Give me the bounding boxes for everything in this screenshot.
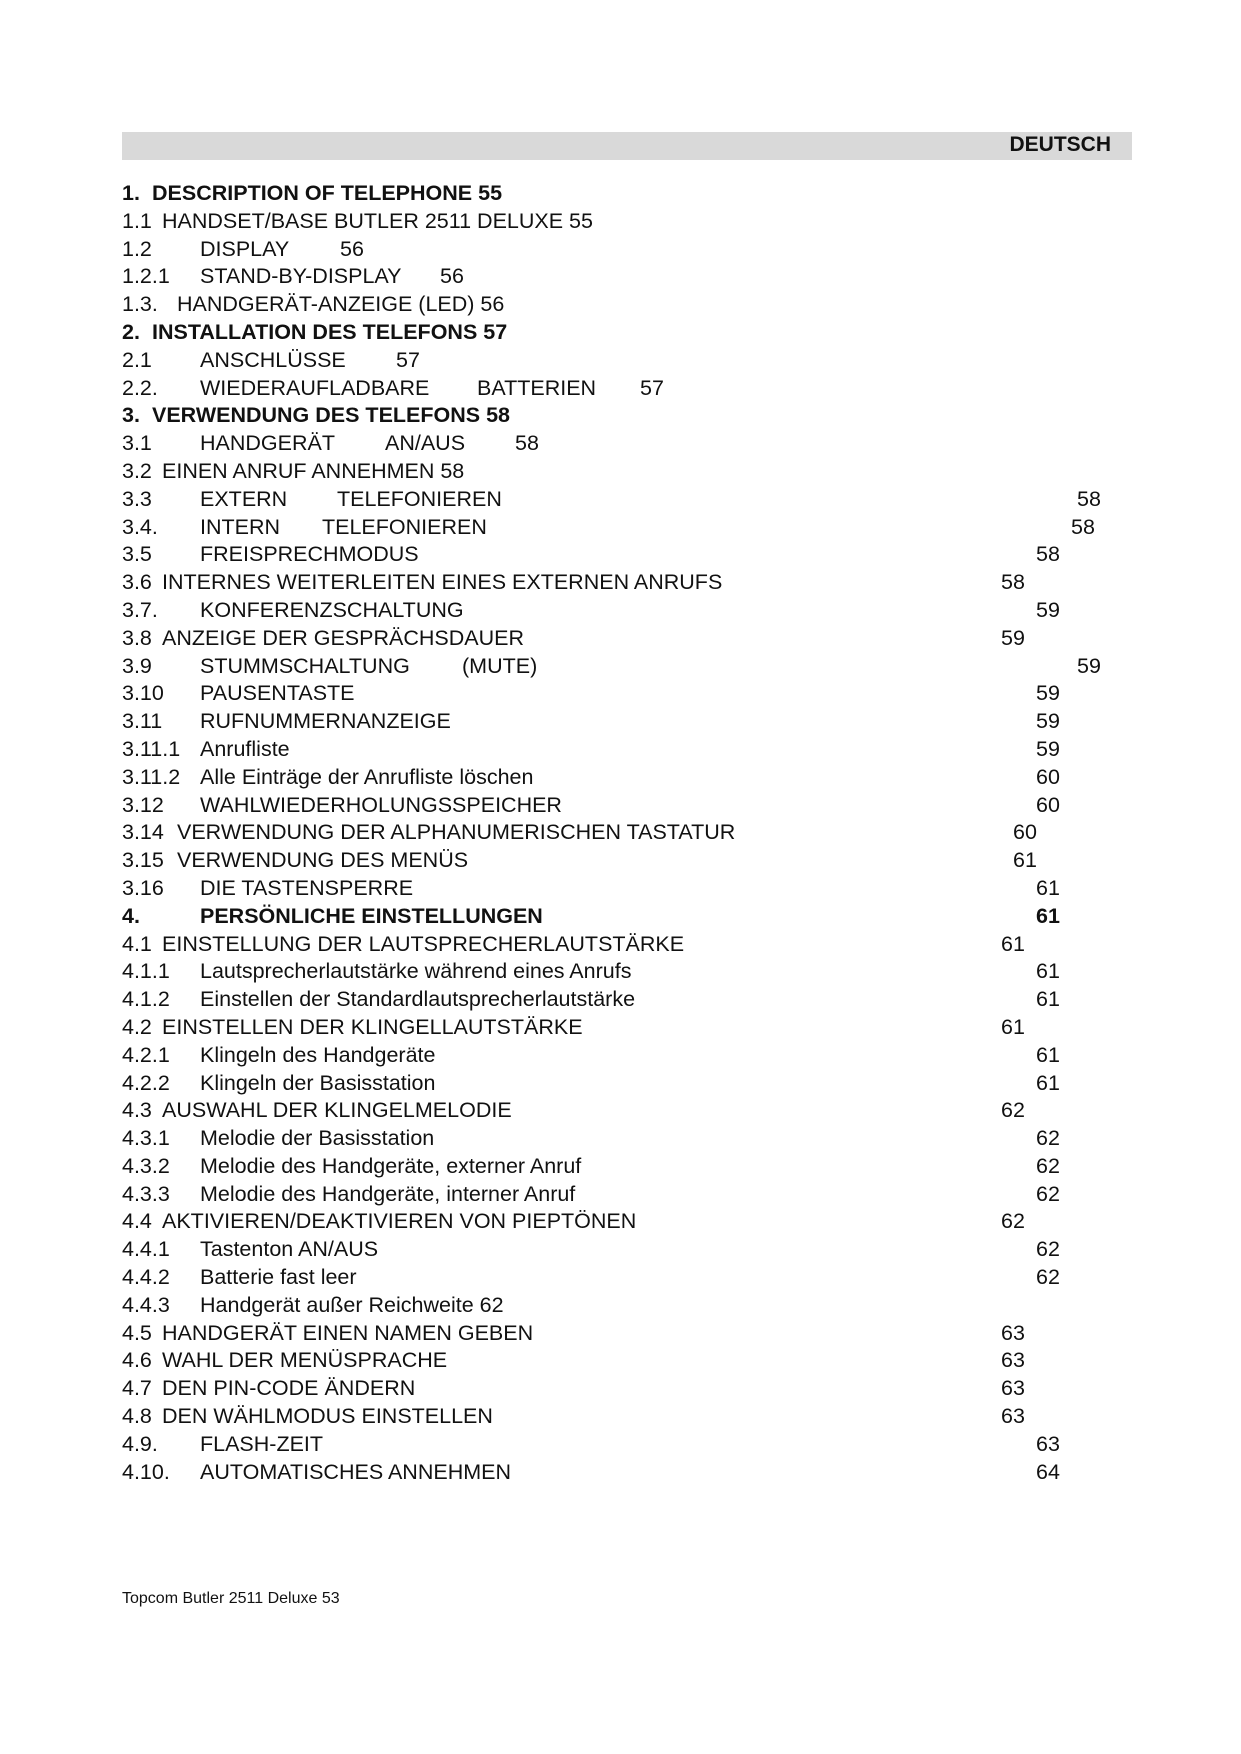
- toc-entry-number: 3.6: [122, 570, 152, 595]
- toc-entry-page: 62: [1036, 1237, 1060, 1262]
- toc-entry-title: Tastenton AN/AUS: [200, 1237, 379, 1262]
- toc-entry-number: 3.10: [122, 681, 164, 706]
- toc-entry: [122, 625, 1142, 653]
- toc-entry-title: Melodie des Handgeräte, externer Anruf: [200, 1153, 582, 1178]
- toc-entry-number: 3.11.2: [122, 764, 181, 789]
- toc-entry-number: 4.1.1: [122, 959, 170, 984]
- toc-entry-title: INTERN: [200, 514, 281, 539]
- toc-entry-page: 61: [1036, 875, 1060, 900]
- toc-entry-number: 2.1: [122, 347, 152, 372]
- toc-entry-title: INTERNES WEITERLEITEN EINES EXTERNEN ANRUFS: [162, 570, 723, 595]
- toc-entry-number: 4.8: [122, 1404, 152, 1429]
- toc-entry-title: Melodie der Basisstation: [200, 1126, 435, 1151]
- toc-entry-title: EXTERN: [200, 486, 288, 511]
- toc-entry-number: 4.2.2: [122, 1070, 170, 1095]
- toc-entry-title-part: TELEFONIEREN: [337, 486, 502, 511]
- toc-entry-page: 57: [640, 375, 664, 400]
- toc-entry-page: 58: [1077, 486, 1101, 511]
- toc-entry-number: 4.5: [122, 1320, 152, 1345]
- toc-entry-page: 62: [1036, 1153, 1060, 1178]
- toc-entry: [122, 1014, 1142, 1042]
- toc-entry-page: 57: [396, 347, 420, 372]
- toc-entry-title: DIE TASTENSPERRE: [200, 875, 414, 900]
- toc-entry-title: Einstellen der Standardlautsprecherlautstärke: [200, 987, 636, 1012]
- toc-entry-title: Klingeln des Handgeräte: [200, 1042, 436, 1067]
- toc-entry-number: 3.9: [122, 653, 152, 678]
- language-label: DEUTSCH: [1009, 133, 1111, 156]
- toc-entry-page: 63: [1036, 1431, 1060, 1456]
- toc-entry-number: 4.1: [122, 931, 152, 956]
- toc-entry: [122, 1070, 1142, 1098]
- toc-entry: [122, 1403, 1142, 1431]
- toc-entry-number: 4.7: [122, 1376, 152, 1401]
- toc-entry-number: 4.4: [122, 1209, 152, 1234]
- toc-entry-title: EINSTELLUNG DER LAUTSPRECHERLAUTSTÄRKE: [162, 931, 685, 956]
- toc-entry: [122, 1153, 1142, 1181]
- toc-entry: [122, 1292, 1142, 1320]
- toc-entry-title: HANDGERÄT EINEN NAMEN GEBEN: [162, 1320, 534, 1345]
- toc-entry-title: STAND-BY-DISPLAY: [200, 264, 402, 289]
- toc-entry-title: DISPLAY: [200, 236, 290, 261]
- toc-entry-page: 60: [1036, 792, 1060, 817]
- toc-entry-number: 4.2: [122, 1014, 152, 1039]
- toc-entry-number: 4.4.1: [122, 1237, 170, 1262]
- toc-entry-page: 63: [1001, 1320, 1025, 1345]
- toc-entry-page: 62: [1036, 1265, 1060, 1290]
- toc-entry-title: VERWENDUNG DES TELEFONS 58: [152, 403, 510, 428]
- toc-entry-number: 3.12: [122, 792, 164, 817]
- language-header-bar: [122, 132, 1132, 160]
- toc-entry-number: 3.11: [122, 709, 163, 734]
- toc-entry-title: VERWENDUNG DES MENÜS: [177, 848, 469, 873]
- toc-entry-title: PAUSENTASTE: [200, 681, 355, 706]
- toc-entry-page: 63: [1001, 1376, 1025, 1401]
- table-of-contents: [122, 180, 1142, 1486]
- toc-entry-number: 2.2.: [122, 375, 158, 400]
- toc-entry-title: WAHL DER MENÜSPRACHE: [162, 1348, 448, 1373]
- toc-entry: [122, 1459, 1142, 1487]
- toc-entry-number: 1.2.1: [122, 264, 170, 289]
- toc-entry: [122, 1236, 1142, 1264]
- toc-entry-title: DESCRIPTION OF TELEPHONE 55: [152, 181, 503, 205]
- toc-entry-number: 3.4.: [122, 514, 158, 539]
- toc-entry-number: 4.4.2: [122, 1265, 170, 1290]
- toc-entry: [122, 1125, 1142, 1153]
- toc-entry-number: 4.3.2: [122, 1153, 170, 1178]
- toc-entry-number: 4.4.3: [122, 1292, 170, 1317]
- toc-entry: [122, 569, 1142, 597]
- toc-entry-title-part: (MUTE): [462, 653, 538, 678]
- toc-entry-title: FLASH-ZEIT: [200, 1431, 324, 1456]
- toc-entry: [122, 597, 1142, 625]
- toc-entry-title: HANDGERÄT-ANZEIGE (LED) 56: [177, 292, 505, 317]
- toc-entry: [122, 1042, 1142, 1070]
- toc-entry: [122, 736, 1142, 764]
- toc-entry-number: 3.: [122, 403, 140, 428]
- toc-entry-page: 58: [515, 431, 539, 456]
- toc-entry-title: INSTALLATION DES TELEFONS 57: [152, 319, 508, 344]
- toc-entry-title: RUFNUMMERNANZEIGE: [200, 709, 451, 734]
- toc-entry: [122, 1320, 1142, 1348]
- toc-entry: [122, 375, 1142, 403]
- toc-entry-page: 59: [1036, 709, 1060, 734]
- toc-entry: [122, 208, 1142, 236]
- toc-entry-title: AKTIVIEREN/DEAKTIVIEREN VON PIEPTÖNEN: [162, 1209, 637, 1234]
- toc-entry: [122, 1181, 1142, 1209]
- toc-entry: [122, 847, 1142, 875]
- toc-entry-page: 58: [1036, 542, 1060, 567]
- toc-entry-page: 56: [440, 264, 464, 289]
- toc-entry: [122, 764, 1142, 792]
- toc-entry: [122, 903, 1142, 931]
- toc-entry: [122, 347, 1142, 375]
- toc-entry-page: 58: [1001, 570, 1025, 595]
- toc-entry: [122, 1097, 1142, 1125]
- toc-entry-page: 64: [1036, 1459, 1060, 1484]
- toc-entry-title: WAHLWIEDERHOLUNGSSPEICHER: [200, 792, 562, 817]
- toc-entry-title: EINEN ANRUF ANNEHMEN 58: [162, 458, 465, 483]
- toc-entry-title: STUMMSCHALTUNG: [200, 653, 410, 678]
- toc-entry: [122, 792, 1142, 820]
- toc-entry-page: 59: [1036, 736, 1060, 761]
- toc-entry-number: 4.3.1: [122, 1126, 170, 1151]
- toc-entry-title: WIEDERAUFLADBARE: [200, 375, 430, 400]
- toc-entry: [122, 708, 1142, 736]
- toc-entry-number: 1.2: [122, 236, 152, 261]
- toc-entry-page: 62: [1036, 1126, 1060, 1151]
- toc-entry-title: HANDGERÄT: [200, 431, 335, 456]
- toc-entry-page: 60: [1036, 764, 1060, 789]
- toc-entry-page: 59: [1036, 597, 1060, 622]
- toc-entry-title: ANZEIGE DER GESPRÄCHSDAUER: [162, 625, 524, 650]
- toc-entry-page: 61: [1013, 848, 1037, 873]
- toc-entry-number: 3.1: [122, 431, 152, 456]
- toc-entry-number: 4.10.: [122, 1459, 170, 1484]
- toc-entry: [122, 1208, 1142, 1236]
- toc-entry-title: KONFERENZSCHALTUNG: [200, 597, 464, 622]
- toc-entry-title: ANSCHLÜSSE: [200, 347, 346, 372]
- toc-entry: [122, 541, 1142, 569]
- toc-entry-title: FREISPRECHMODUS: [200, 542, 419, 567]
- toc-entry-title: Batterie fast leer: [200, 1265, 357, 1290]
- toc-entry-number: 1.: [122, 181, 140, 205]
- toc-entry-title: AUTOMATISCHES ANNEHMEN: [200, 1459, 511, 1484]
- toc-entry: [122, 1347, 1142, 1375]
- toc-entry-title: Melodie des Handgeräte, interner Anruf: [200, 1181, 576, 1206]
- toc-entry-number: 4.3.3: [122, 1181, 170, 1206]
- toc-entry: [122, 430, 1142, 458]
- toc-entry-number: 1.1: [122, 208, 152, 233]
- toc-entry-number: 4.6: [122, 1348, 152, 1373]
- toc-entry-title: DEN PIN-CODE ÄNDERN: [162, 1376, 416, 1401]
- toc-entry-number: 3.7.: [122, 597, 158, 622]
- toc-entry-number: 3.2: [122, 458, 152, 483]
- toc-entry: [122, 931, 1142, 959]
- toc-entry: [122, 180, 1142, 208]
- toc-entry-page: 59: [1036, 681, 1060, 706]
- toc-entry-number: 4.2.1: [122, 1042, 170, 1067]
- toc-entry-page: 63: [1001, 1348, 1025, 1373]
- toc-entry-number: 4.1.2: [122, 987, 170, 1012]
- toc-entry: [122, 986, 1142, 1014]
- toc-entry-title: Handgerät außer Reichweite 62: [200, 1292, 504, 1317]
- page-footer: Topcom Butler 2511 Deluxe 53: [122, 1590, 340, 1607]
- toc-entry-title: Alle Einträge der Anrufliste löschen: [200, 764, 534, 789]
- toc-entry-page: 61: [1036, 1070, 1060, 1095]
- toc-entry-page: 56: [340, 236, 364, 261]
- toc-entry: [122, 263, 1142, 291]
- toc-entry-page: 63: [1001, 1404, 1025, 1429]
- toc-entry-page: 62: [1001, 1209, 1025, 1234]
- toc-entry-title-part: AN/AUS: [385, 431, 466, 456]
- toc-entry-title: Anrufliste: [200, 736, 290, 761]
- toc-entry-page: 61: [1001, 931, 1025, 956]
- toc-entry: [122, 458, 1142, 486]
- toc-entry-number: 4.9.: [122, 1431, 158, 1456]
- toc-entry-title: EINSTELLEN DER KLINGELLAUTSTÄRKE: [162, 1014, 583, 1039]
- toc-entry: [122, 653, 1142, 681]
- toc-entry-number: 3.3: [122, 486, 152, 511]
- toc-entry: [122, 1264, 1142, 1292]
- toc-entry: [122, 819, 1142, 847]
- toc-entry-number: 1.3.: [122, 292, 158, 317]
- toc-entry-page: 60: [1013, 820, 1037, 845]
- toc-entry: [122, 1431, 1142, 1459]
- toc-entry-page: 62: [1036, 1181, 1060, 1206]
- toc-entry: [122, 291, 1142, 319]
- toc-entry-page: 59: [1001, 625, 1025, 650]
- toc-entry-title-part: TELEFONIEREN: [322, 514, 487, 539]
- toc-entry-number: 3.11.1: [122, 736, 181, 761]
- toc-entry-title-part: BATTERIEN: [477, 375, 597, 400]
- toc-entry-page: 61: [1001, 1014, 1025, 1039]
- toc-entry: [122, 875, 1142, 903]
- toc-entry-page: 59: [1077, 653, 1101, 678]
- toc-entry-number: 2.: [122, 319, 140, 344]
- toc-entry: [122, 402, 1142, 430]
- toc-entry-page: 58: [1071, 514, 1095, 539]
- toc-entry-page: 62: [1001, 1098, 1025, 1123]
- toc-entry-title: HANDSET/BASE BUTLER 2511 DELUXE 55: [162, 208, 593, 233]
- toc-entry: [122, 1375, 1142, 1403]
- toc-entry-title: PERSÖNLICHE EINSTELLUNGEN: [200, 903, 543, 928]
- toc-entry-number: 3.8: [122, 625, 152, 650]
- toc-entry: [122, 680, 1142, 708]
- toc-entry-number: 3.15: [122, 848, 164, 873]
- toc-entry-number: 3.5: [122, 542, 152, 567]
- toc-entry-page: 61: [1036, 959, 1060, 984]
- toc-entry-number: 3.16: [122, 875, 164, 900]
- toc-entry: [122, 319, 1142, 347]
- toc-entry-title: Lautsprecherlautstärke während eines Anrufs: [200, 959, 632, 984]
- toc-entry-page: 61: [1036, 987, 1060, 1012]
- toc-entry: [122, 236, 1142, 264]
- toc-entry-title: Klingeln der Basisstation: [200, 1070, 436, 1095]
- toc-entry-title: DEN WÄHLMODUS EINSTELLEN: [162, 1404, 493, 1429]
- toc-entry-number: 3.14: [122, 820, 164, 845]
- toc-entry-title: VERWENDUNG DER ALPHANUMERISCHEN TASTATUR: [177, 820, 736, 845]
- toc-entry-number: 4.3: [122, 1098, 152, 1123]
- toc-entry: [122, 958, 1142, 986]
- toc-entry: [122, 514, 1142, 542]
- toc-entry-page: 61: [1036, 1042, 1060, 1067]
- toc-entry-number: 4.: [122, 903, 140, 928]
- toc-entry-page: 61: [1036, 903, 1060, 928]
- toc-entry-title: AUSWAHL DER KLINGELMELODIE: [162, 1098, 512, 1123]
- toc-entry: [122, 486, 1142, 514]
